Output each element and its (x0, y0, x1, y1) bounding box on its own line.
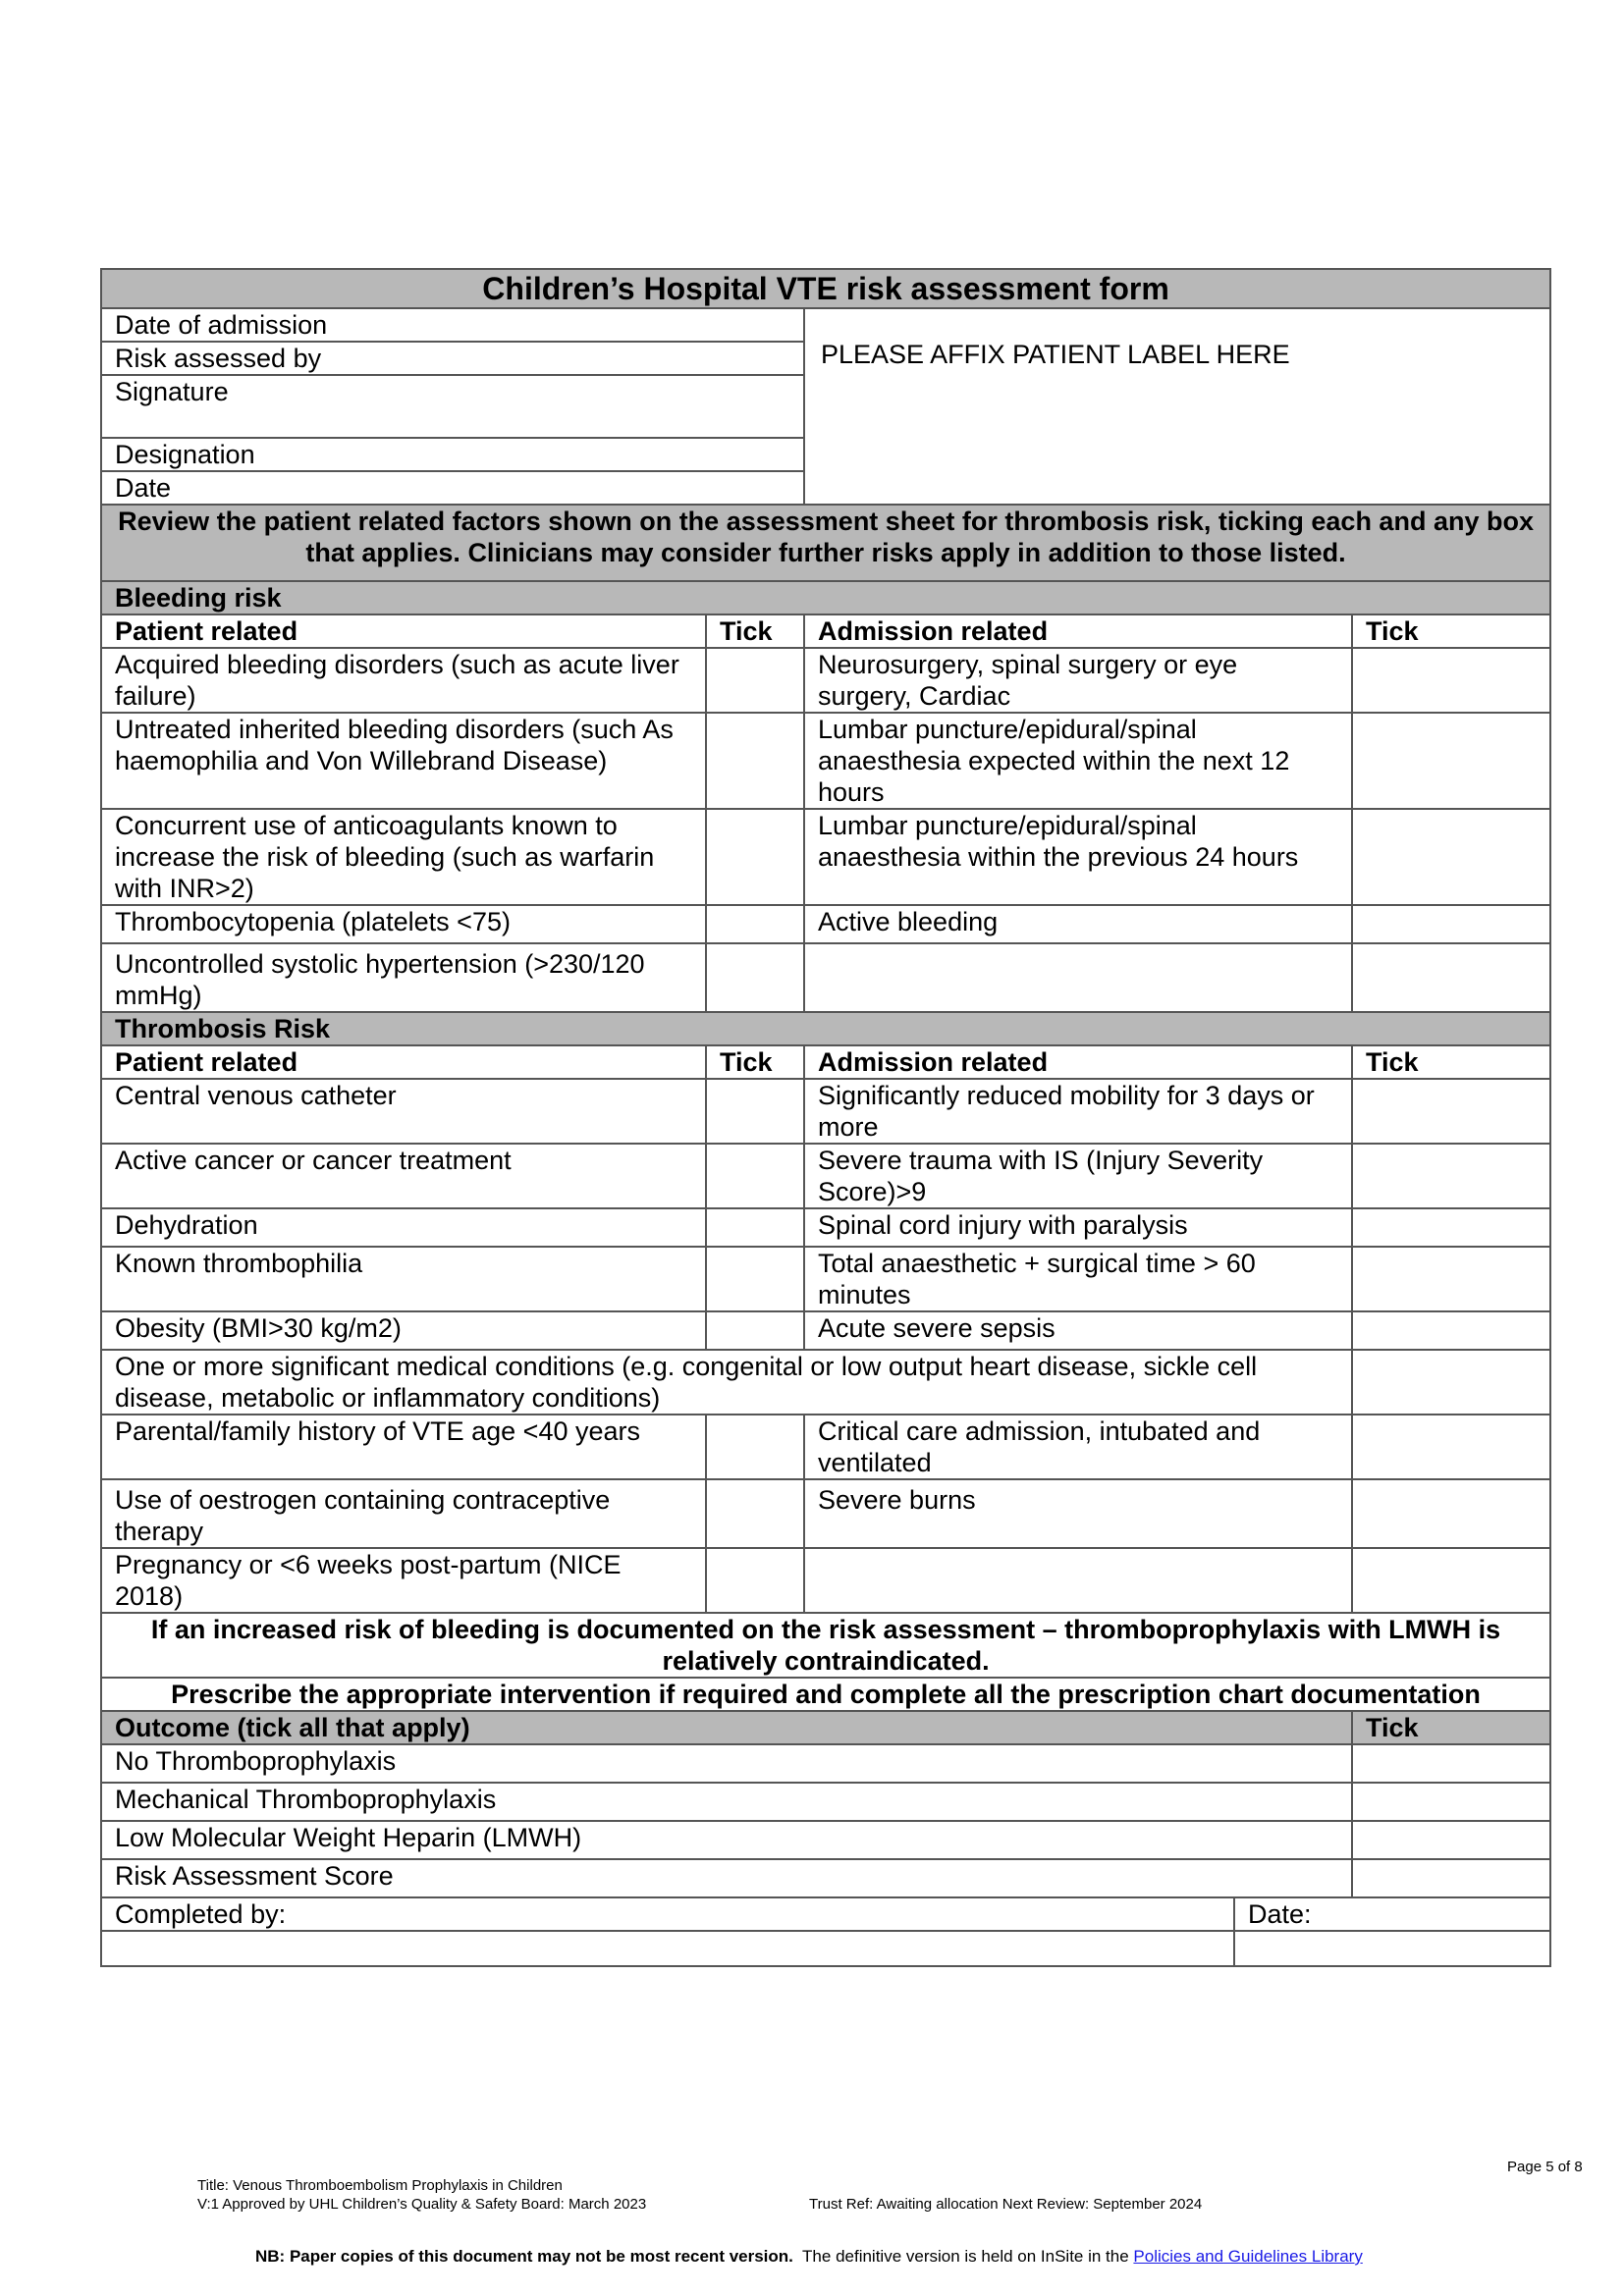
patient-label-text: PLEASE AFFIX PATIENT LABEL HERE (821, 340, 1290, 369)
tick-box[interactable] (1352, 809, 1550, 905)
thrombosis-admission-related-header: Admission related (804, 1045, 1352, 1079)
thrombosis-patient-factor: Pregnancy or <6 weeks post-partum (NICE 2018) (101, 1548, 706, 1613)
bleeding-patient-factor: Uncontrolled systolic hypertension (>230/120 mmHg) (101, 943, 706, 1012)
thrombosis-patient-tick-header: Tick (706, 1045, 804, 1079)
bleeding-patient-factor: Acquired bleeding disorders (such as acute liver failure) (101, 648, 706, 713)
tick-box[interactable] (1352, 1247, 1550, 1311)
thrombosis-admission-tick-header: Tick (1352, 1045, 1550, 1079)
completed-by-label: Completed by: (101, 1897, 1234, 1931)
thrombosis-patient-factor: Dehydration (101, 1208, 706, 1247)
thrombosis-admission-factor (804, 1548, 1352, 1613)
tick-box[interactable] (706, 1144, 804, 1208)
thrombosis-patient-factor: Parental/family history of VTE age <40 years (101, 1415, 706, 1479)
tick-box[interactable] (1352, 1783, 1550, 1821)
tick-box[interactable] (706, 809, 804, 905)
thrombosis-admission-factor: Severe trauma with IS (Injury Severity Score)>9 (804, 1144, 1352, 1208)
thrombosis-admission-factor: Total anaesthetic + surgical time > 60 minutes (804, 1247, 1352, 1311)
tick-box[interactable] (706, 1079, 804, 1144)
tick-box[interactable] (1352, 905, 1550, 943)
tick-box[interactable] (706, 1247, 804, 1311)
thrombosis-medical-conditions-factor: One or more significant medical conditions (e.g. congenital or low output heart disease, sickle cell disease, metabolic or inflammatory conditions) (101, 1350, 1352, 1415)
designation-field[interactable]: Designation (101, 438, 804, 471)
tick-box[interactable] (706, 1208, 804, 1247)
policies-library-link[interactable]: Policies and Guidelines Library (1133, 2247, 1363, 2266)
thrombosis-admission-factor: Spinal cord injury with paralysis (804, 1208, 1352, 1247)
tick-box[interactable] (706, 943, 804, 1012)
completed-date-field[interactable] (1234, 1931, 1550, 1966)
tick-box[interactable] (1352, 1144, 1550, 1208)
form-title: Children’s Hospital VTE risk assessment form (101, 269, 1550, 308)
thrombosis-admission-factor: Significantly reduced mobility for 3 days or more (804, 1079, 1352, 1144)
tick-box[interactable] (1352, 648, 1550, 713)
date-field[interactable]: Date (101, 471, 804, 505)
bleeding-admission-tick-header: Tick (1352, 614, 1550, 648)
tick-box[interactable] (1352, 1311, 1550, 1350)
tick-box[interactable] (1352, 1350, 1550, 1415)
bleeding-admission-factor (804, 943, 1352, 1012)
outcome-tick-header: Tick (1352, 1711, 1550, 1744)
vte-risk-assessment-form (100, 268, 1551, 1967)
patient-label-area (804, 308, 1550, 505)
bleeding-patient-tick-header: Tick (706, 614, 804, 648)
thrombosis-patient-related-header: Patient related (101, 1045, 706, 1079)
bleeding-admission-factor: Lumbar puncture/epidural/spinal anaesthesia within the previous 24 hours (804, 809, 1352, 905)
tick-box[interactable] (1352, 1744, 1550, 1783)
bleeding-patient-factor: Concurrent use of anticoagulants known to increase the risk of bleeding (such as warfarin with INR>2) (101, 809, 706, 905)
outcome-item: Risk Assessment Score (101, 1859, 1352, 1897)
bleeding-admission-related-header: Admission related (804, 614, 1352, 648)
outcome-item: Mechanical Thromboprophylaxis (101, 1783, 1352, 1821)
completed-by-field[interactable] (101, 1931, 1234, 1966)
bleeding-admission-factor: Active bleeding (804, 905, 1352, 943)
tick-box[interactable] (1352, 1859, 1550, 1897)
tick-box[interactable] (706, 1311, 804, 1350)
footer-approval: V:1 Approved by UHL Children’s Quality & Safety Board: March 2023 (197, 2196, 647, 2213)
tick-box[interactable] (706, 1548, 804, 1613)
tick-box[interactable] (706, 1479, 804, 1548)
bleeding-admission-factor: Neurosurgery, spinal surgery or eye surgery, Cardiac (804, 648, 1352, 713)
tick-box[interactable] (1352, 943, 1550, 1012)
thrombosis-patient-factor: Known thrombophilia (101, 1247, 706, 1311)
completed-date-label: Date: (1234, 1897, 1550, 1931)
thrombosis-admission-factor: Critical care admission, intubated and ventilated (804, 1415, 1352, 1479)
prescribe-instruction: Prescribe the appropriate intervention if required and complete all the prescription chart documentation (101, 1678, 1550, 1711)
tick-box[interactable] (1352, 1479, 1550, 1548)
footer-nb-text: The definitive version is held on InSite in the (802, 2247, 1129, 2266)
tick-box[interactable] (706, 648, 804, 713)
tick-box[interactable] (1352, 713, 1550, 809)
footer-title: Title: Venous Thromboembolism Prophylaxis in Children (197, 2177, 563, 2194)
bleeding-patient-factor: Untreated inherited bleeding disorders (such As haemophilia and Von Willebrand Disease) (101, 713, 706, 809)
tick-box[interactable] (1352, 1415, 1550, 1479)
bleeding-warning: If an increased risk of bleeding is documented on the risk assessment – thromboprophylaxis with LMWH is relatively contraindicated. (101, 1613, 1550, 1678)
tick-box[interactable] (706, 1415, 804, 1479)
thrombosis-admission-factor: Severe burns (804, 1479, 1352, 1548)
footer-trust-ref: Trust Ref: Awaiting allocation Next Review: September 2024 (809, 2196, 1203, 2213)
bleeding-admission-factor: Lumbar puncture/epidural/spinal anaesthesia expected within the next 12 hours (804, 713, 1352, 809)
footer-nb-bold: NB: Paper copies of this document may not be most recent version. (255, 2247, 793, 2266)
tick-box[interactable] (1352, 1548, 1550, 1613)
thrombosis-patient-factor: Obesity (BMI>30 kg/m2) (101, 1311, 706, 1350)
thrombosis-patient-factor: Central venous catheter (101, 1079, 706, 1144)
tick-box[interactable] (706, 713, 804, 809)
bleeding-risk-heading: Bleeding risk (101, 581, 1550, 614)
instructions: Review the patient related factors shown on the assessment sheet for thrombosis risk, ticking each and any box that applies. Clinicians may consider further risks apply in addition to those listed. (101, 505, 1550, 581)
tick-box[interactable] (1352, 1208, 1550, 1247)
outcome-item: Low Molecular Weight Heparin (LMWH) (101, 1821, 1352, 1859)
risk-assessed-by-field[interactable]: Risk assessed by (101, 342, 804, 375)
outcome-item: No Thromboprophylaxis (101, 1744, 1352, 1783)
bleeding-patient-factor: Thrombocytopenia (platelets <75) (101, 905, 706, 943)
tick-box[interactable] (1352, 1821, 1550, 1859)
tick-box[interactable] (1352, 1079, 1550, 1144)
thrombosis-patient-factor: Use of oestrogen containing contraceptive therapy (101, 1479, 706, 1548)
page-number: Page 5 of 8 (1507, 2159, 1583, 2175)
tick-box[interactable] (706, 905, 804, 943)
footer-nb (255, 2247, 1363, 2267)
thrombosis-admission-factor: Acute severe sepsis (804, 1311, 1352, 1350)
thrombosis-patient-factor: Active cancer or cancer treatment (101, 1144, 706, 1208)
outcome-heading: Outcome (tick all that apply) (101, 1711, 1352, 1744)
date-of-admission-field[interactable]: Date of admission (101, 308, 804, 342)
thrombosis-risk-heading: Thrombosis Risk (101, 1012, 1550, 1045)
bleeding-patient-related-header: Patient related (101, 614, 706, 648)
signature-field[interactable]: Signature (101, 375, 804, 438)
